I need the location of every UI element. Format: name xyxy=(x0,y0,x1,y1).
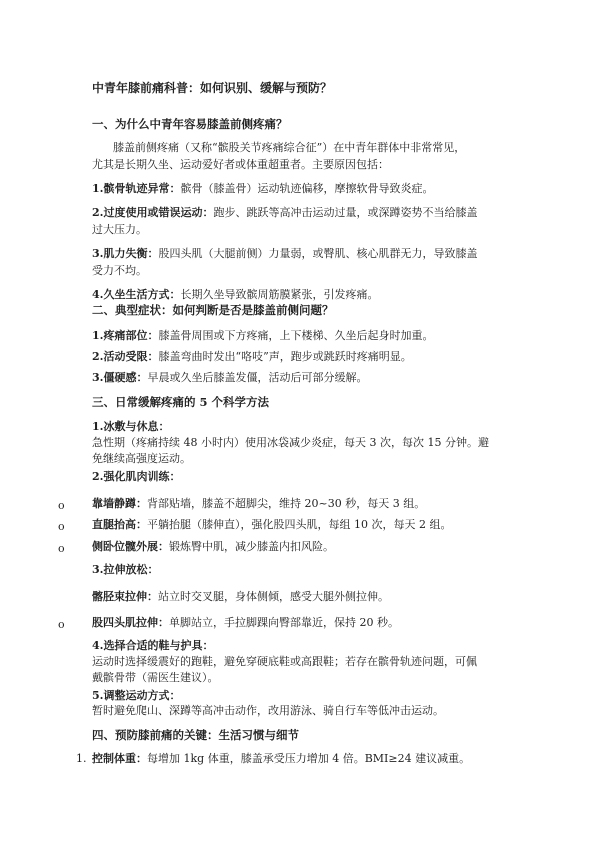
training-text: 平躺抬腿（膝伸直），强化股四头肌，每组 10 次，每天 2 组。 xyxy=(147,518,452,531)
training-label: 直腿抬高： xyxy=(92,518,147,531)
doc-title: 中青年膝前痛科普：如何识别、缓解与预防？ xyxy=(92,81,333,95)
cause-text: 跑步、跳跃等高冲击运动过量，或深蹲姿势不当给膝盖 xyxy=(213,206,478,219)
cause-item-2 xyxy=(92,206,477,220)
cause-label: 3.肌力失衡： xyxy=(92,247,159,260)
method-3-title: 3.拉伸放松： xyxy=(92,563,159,576)
symptom-item-1 xyxy=(92,329,433,343)
bullet-marker: o xyxy=(58,499,65,512)
method-1-line-1: 急性期（疼痛持续 48 小时内）使用冰袋减少炎症，每天 3 次，每次 15 分钟。避 xyxy=(92,436,489,449)
symptom-item-3 xyxy=(92,371,367,385)
symptom-text: 膝盖弯曲时发出“咯吱”声，跑步或跳跃时疼痛明显。 xyxy=(158,350,412,363)
stretch-label: 股四头肌拉伸： xyxy=(92,616,169,629)
cause-text: 长期久坐导致髌周筋膜紧张，引发疼痛。 xyxy=(180,288,379,301)
bullet-marker: o xyxy=(58,520,65,533)
section-2-heading: 二、典型症状：如何判断是否是膝盖前侧问题？ xyxy=(92,303,334,317)
training-item-3 xyxy=(92,540,334,554)
training-text: 背部贴墙，膝盖不超脚尖，维持 20~30 秒，每天 3 组。 xyxy=(147,497,426,510)
symptom-text: 早晨或久坐后膝盖发僵，活动后可部分缓解。 xyxy=(147,371,368,384)
training-text: 锻炼臀中肌，减少膝盖内扣风险。 xyxy=(169,540,334,553)
training-label: 靠墙静蹲： xyxy=(92,497,147,510)
method-2-title: 2.强化肌肉训练： xyxy=(92,470,181,483)
section-1-intro-line-1: 膝盖前侧疼痛（又称“髌股关节疼痛综合征”）在中青年群体中非常常见， xyxy=(113,141,466,154)
stretch-text: 站立时交叉腿，身体侧倾，感受大腿外侧拉伸。 xyxy=(158,590,389,603)
symptom-label: 3.僵硬感： xyxy=(92,371,148,384)
symptom-text: 膝盖骨周围或下方疼痛，上下楼梯、久坐后起身时加重。 xyxy=(158,329,434,342)
stretch-item-2 xyxy=(92,616,399,630)
section-1-intro-line-2: 尤其是长期久坐、运动爱好者或体重超重者。主要原因包括： xyxy=(92,158,389,171)
training-item-2 xyxy=(92,518,451,532)
prevention-item-1 xyxy=(92,752,470,766)
cause-label: 2.过度使用或错误运动： xyxy=(92,206,214,219)
cause-text: 股四头肌（大腿前侧）力量弱，或臀肌、核心肌群无力，导致膝盖 xyxy=(158,247,478,260)
section-1-heading: 一、为什么中青年容易膝盖前侧疼痛？ xyxy=(92,117,288,131)
stretch-label: 髂胫束拉伸： xyxy=(92,590,158,603)
method-4-title: 4.选择合适的鞋与护具： xyxy=(92,639,214,652)
method-1-line-2: 免继续高强度运动。 xyxy=(92,452,191,465)
stretch-item-1 xyxy=(92,590,389,604)
method-4-line-1: 运动时选择缓震好的跑鞋，避免穿硬底鞋或高跟鞋；若存在髌骨轨迹问题，可佩 xyxy=(92,655,477,668)
bullet-marker: o xyxy=(58,618,65,631)
stretch-text: 单脚站立，手拉脚踝向臀部靠近，保持 20 秒。 xyxy=(169,616,399,629)
cause-item-1 xyxy=(92,182,433,196)
section-4-heading: 四、预防膝前痛的关键：生活习惯与细节 xyxy=(92,728,299,742)
cause-item-3 xyxy=(92,247,477,261)
bullet-marker: o xyxy=(58,542,65,555)
symptom-label: 2.活动受限： xyxy=(92,350,159,363)
cause-item-4 xyxy=(92,288,378,302)
cause-item-2-cont: 过大压力。 xyxy=(92,223,147,236)
cause-item-3-cont: 受力不均。 xyxy=(92,264,147,277)
cause-label: 1.髌骨轨迹异常： xyxy=(92,182,181,195)
method-5-title: 5.调整运动方式： xyxy=(92,689,181,702)
training-label: 侧卧位髋外展： xyxy=(92,540,169,553)
cause-text: 髌骨（膝盖骨）运动轨迹偏移，摩擦软骨导致炎症。 xyxy=(180,182,434,195)
method-5-line-1: 暂时避免爬山、深蹲等高冲击动作，改用游泳、骑自行车等低冲击运动。 xyxy=(92,704,444,717)
method-1-title: 1.冰敷与休息： xyxy=(92,420,170,433)
training-item-1 xyxy=(92,497,425,511)
symptom-label: 1.疼痛部位： xyxy=(92,329,159,342)
section-3-heading: 三、日常缓解疼痛的 5 个科学方法 xyxy=(92,395,270,409)
symptom-item-2 xyxy=(92,350,412,364)
cause-label: 4.久坐生活方式： xyxy=(92,288,181,301)
list-number: 1. xyxy=(76,752,87,765)
prevention-label: 控制体重： xyxy=(92,752,147,765)
prevention-text: 每增加 1kg 体重，膝盖承受压力增加 4 倍。BMI≥24 建议减重。 xyxy=(147,752,471,765)
method-4-line-2: 戴髌骨带（需医生建议）。 xyxy=(92,671,219,684)
